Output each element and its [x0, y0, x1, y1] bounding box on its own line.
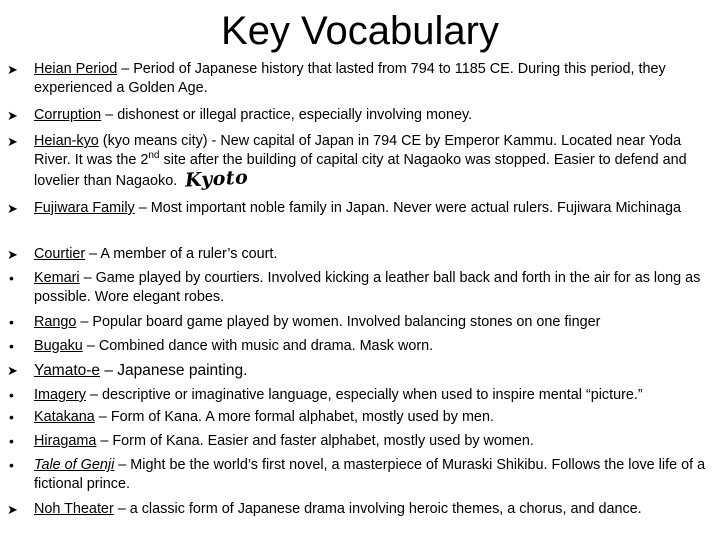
definition: Combined dance with music and drama. Mask worn. — [98, 338, 434, 354]
dot-bullet-icon: • — [9, 314, 14, 330]
dot-bullet-icon: • — [9, 387, 14, 403]
list-item — [0, 60, 720, 98]
arrow-bullet-icon: ➤ — [7, 363, 18, 378]
term: Rango — [34, 314, 77, 330]
separator: – — [113, 501, 130, 517]
definition: dishonest or illegal practice, especially involving money. — [117, 107, 473, 123]
definition-continued: site after the building of capital city at Nagaoko was stopped. Easier to defend and lovelier than Nagaoko. — [34, 152, 687, 189]
separator: – — [101, 107, 118, 123]
list-item — [0, 456, 720, 494]
term: Kemari — [34, 270, 80, 286]
arrow-bullet-icon: ➤ — [7, 108, 18, 123]
term: Katakana — [34, 409, 95, 425]
separator: – — [134, 200, 151, 216]
term: Corruption — [34, 107, 102, 123]
separator: – — [82, 338, 99, 354]
list-item — [0, 500, 720, 519]
dot-bullet-icon: • — [9, 457, 14, 473]
definition: Might be the world’s first novel, a masterpiece of Muraski Shikibu. Follows the love life of a fictional prince. — [34, 457, 706, 492]
handwritten-annotation: Kyoto — [184, 166, 250, 192]
dot-bullet-icon: • — [9, 409, 14, 425]
list-item — [0, 269, 720, 307]
separator: – — [100, 362, 118, 379]
list-item — [0, 337, 720, 356]
separator: – — [79, 270, 96, 286]
list-item — [0, 106, 720, 125]
list-item — [0, 361, 720, 380]
separator: – — [114, 457, 131, 473]
term: Heian-kyo — [34, 133, 99, 149]
definition: A member of a ruler’s court. — [100, 246, 278, 262]
term: Tale of Genji — [34, 457, 115, 473]
separator: – — [85, 246, 101, 262]
definition: Form of Kana. Easier and faster alphabet, mostly used by women. — [112, 433, 534, 449]
term: Hiragama — [34, 433, 97, 449]
separator: – — [85, 387, 102, 403]
definition: Period of Japanese history that lasted from 794 to 1185 CE. During this period, they experienced a Golden Age. — [34, 61, 666, 96]
definition: a classic form of Japanese drama involving heroic themes, a chorus, and dance. — [129, 501, 642, 517]
arrow-bullet-icon: ➤ — [7, 134, 18, 149]
definition: Popular board game played by women. Involved balancing stones on one finger — [92, 314, 601, 330]
separator: – — [96, 433, 113, 449]
definition: Japanese painting. — [117, 362, 248, 379]
definition: Form of Kana. A more formal alphabet, mostly used by men. — [110, 409, 494, 425]
arrow-bullet-icon: ➤ — [7, 201, 18, 216]
definition: (kyo means city) - New capital of Japan in 794 CE by Emperor Kammu. Located near Yoda River. It was the 2 — [34, 133, 682, 168]
page-title: Key Vocabulary — [221, 9, 499, 53]
arrow-bullet-icon: ➤ — [7, 247, 18, 262]
term: Noh Theater — [34, 501, 114, 517]
list-item — [0, 432, 720, 451]
list-item — [0, 313, 720, 332]
dot-bullet-icon: • — [9, 338, 14, 354]
list-item — [0, 245, 720, 264]
ordinal-suffix: nd — [148, 150, 160, 162]
separator: – — [76, 314, 93, 330]
arrow-bullet-icon: ➤ — [7, 502, 18, 517]
separator: – — [117, 61, 134, 77]
list-item — [0, 386, 720, 405]
term: Heian Period — [34, 61, 118, 77]
definition: descriptive or imaginative language, especially when used to inspire mental “picture.” — [101, 387, 643, 403]
term: Fujiwara Family — [34, 200, 135, 216]
definition: Most important noble family in Japan. Never were actual rulers. Fujiwara Michinaga — [150, 200, 682, 216]
term: Yamato-e — [34, 362, 101, 379]
separator: – — [94, 409, 111, 425]
term: Imagery — [34, 387, 86, 403]
term: Courtier — [34, 246, 86, 262]
term: Bugaku — [34, 338, 83, 354]
arrow-bullet-icon: ➤ — [7, 62, 18, 77]
dot-bullet-icon: • — [9, 270, 14, 286]
list-item — [0, 132, 720, 191]
dot-bullet-icon: • — [9, 433, 14, 449]
list-item — [0, 408, 720, 427]
definition: Game played by courtiers. Involved kicking a leather ball back and forth in the air for as long as possible. Wore elegant robes. — [34, 270, 701, 305]
list-item — [0, 199, 720, 218]
